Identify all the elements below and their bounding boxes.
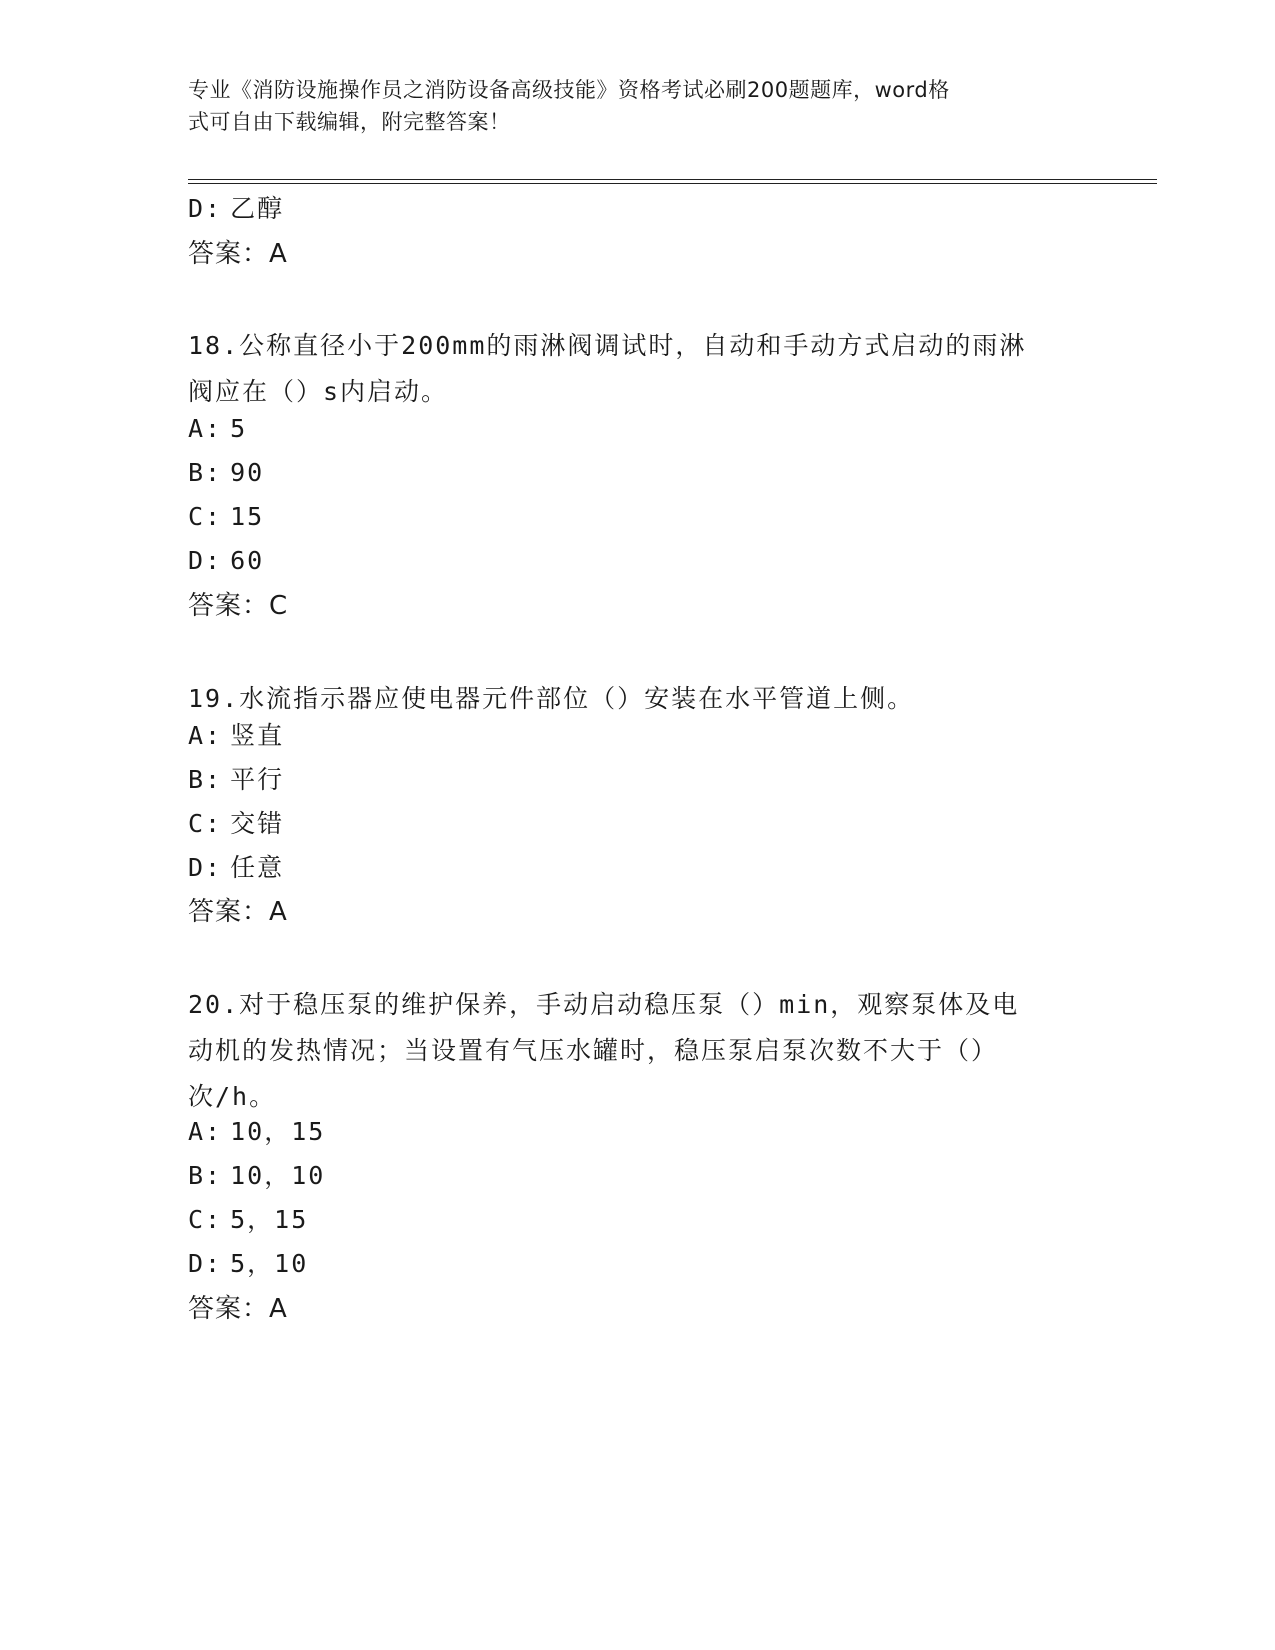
document-header [188, 74, 1068, 138]
option-line [188, 764, 284, 796]
header-line-2: 式可自由下载编辑，附完整答案！ [188, 110, 511, 134]
question-stem [188, 676, 1088, 722]
answer-line [188, 590, 288, 622]
option-text: 60 [230, 546, 265, 575]
question-stem [188, 982, 1088, 1120]
option-label: B: [188, 1161, 223, 1190]
option-text: 乙醇 [230, 194, 285, 223]
answer-label: 答案： [188, 591, 270, 621]
answer-line [188, 1293, 288, 1325]
option-label: D: [188, 853, 223, 882]
option-text: 10，10 [230, 1161, 326, 1190]
option-line [188, 501, 264, 533]
option-line [188, 1160, 325, 1192]
option-text: 交错 [230, 809, 285, 838]
option-line [188, 457, 264, 489]
question-stem [188, 323, 1088, 415]
question-stem-line: 19.水流指示器应使电器元件部位（）安装在水平管道上侧。 [188, 684, 915, 713]
option-label: C: [188, 1205, 223, 1234]
answer-line [188, 238, 288, 270]
header-divider-bottom [188, 183, 1157, 184]
option-text: 10，15 [230, 1117, 326, 1146]
option-text: 5 [230, 414, 248, 443]
answer-line [188, 896, 288, 928]
option-label: D: [188, 546, 223, 575]
option-line [188, 413, 247, 445]
option-label: A: [188, 721, 223, 750]
question-stem-line: 动机的发热情况；当设置有气压水罐时，稳压泵启泵次数不大于（） [188, 1036, 999, 1065]
option-text: 任意 [230, 853, 285, 882]
answer-label: 答案： [188, 897, 270, 927]
option-label: C: [188, 502, 223, 531]
option-line [188, 1248, 308, 1280]
option-label: D: [188, 194, 223, 223]
question-stem-line: 次/h。 [188, 1082, 277, 1111]
option-line [188, 545, 264, 577]
option-text: 5，15 [230, 1205, 309, 1234]
header-divider-top [188, 179, 1157, 180]
option-text: 90 [230, 458, 265, 487]
option-text: 竖直 [230, 721, 285, 750]
option-label: A: [188, 1117, 223, 1146]
option-line [188, 193, 284, 225]
option-label: B: [188, 458, 223, 487]
answer-value: C [269, 591, 289, 621]
option-label: C: [188, 809, 223, 838]
option-line [188, 852, 284, 884]
option-label: A: [188, 414, 223, 443]
question-stem-line: 20.对于稳压泵的维护保养，手动启动稳压泵（）min，观察泵体及电 [188, 990, 1020, 1019]
question-stem-line: 18.公称直径小于200mm的雨淋阀调试时，自动和手动方式启动的雨淋 [188, 331, 1027, 360]
option-label: B: [188, 765, 223, 794]
header-line-1: 专业《消防设施操作员之消防设备高级技能》资格考试必刷200题题库，word格 [188, 78, 950, 102]
option-text: 15 [230, 502, 265, 531]
option-line [188, 1204, 308, 1236]
answer-value: A [269, 897, 288, 927]
answer-label: 答案： [188, 1294, 270, 1324]
option-label: D: [188, 1249, 223, 1278]
option-text: 平行 [230, 765, 285, 794]
answer-label: 答案： [188, 239, 270, 269]
answer-value: A [269, 239, 288, 269]
question-stem-line: 阀应在（）s内启动。 [188, 377, 449, 406]
answer-value: A [269, 1294, 288, 1324]
option-line [188, 808, 284, 840]
option-line [188, 720, 284, 752]
option-text: 5，10 [230, 1249, 309, 1278]
option-line [188, 1116, 325, 1148]
